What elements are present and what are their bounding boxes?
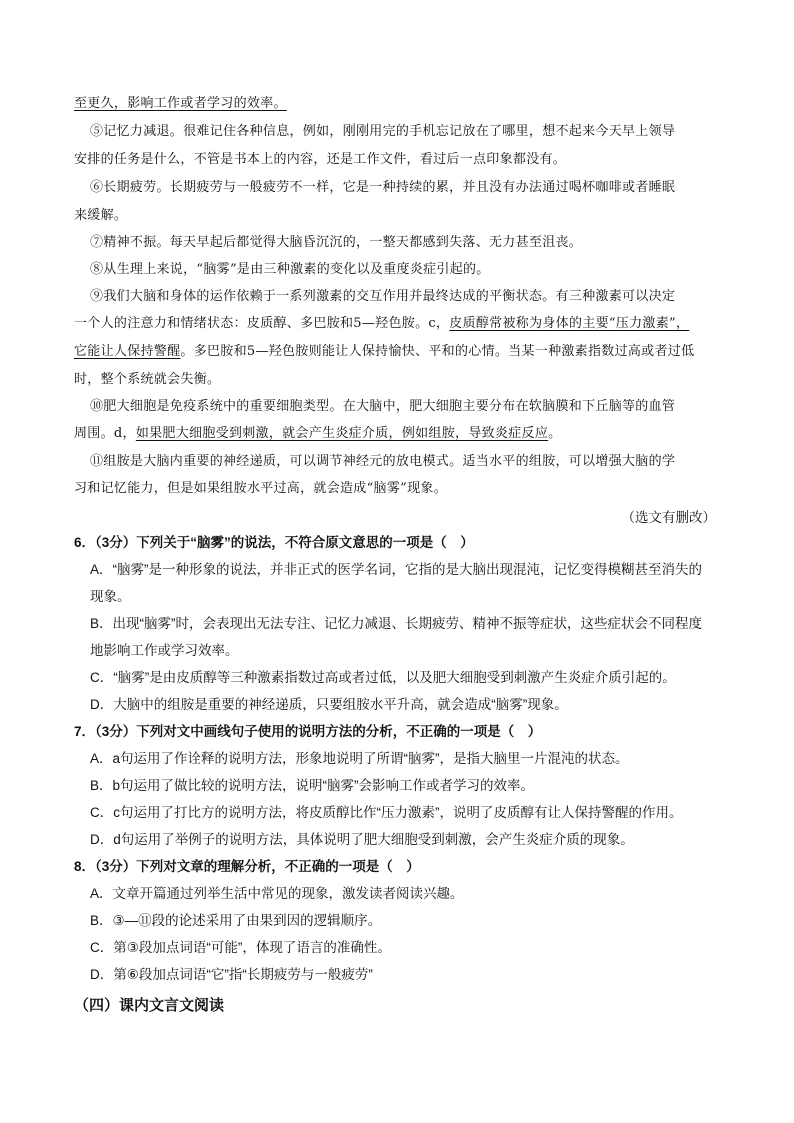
underlined-sentence-c: 皮质醇常被称为身体的主要“压力激素”，	[449, 316, 690, 331]
p9-line3-text: 。多巴胺和5—羟色胺则能让人保持愉快、平和的心情。当某一种激素指数过高或者过低	[180, 344, 695, 359]
p9-line2-text: 一个人的注意力和情绪状态：皮质醇、多巴胺和5—羟色胺。c，	[74, 316, 450, 331]
question-8-option-a: A．文章开篇通过列举生活中常见的现象，激发读者阅读兴趣。	[90, 886, 464, 901]
question-7-option-b: B．b句运用了做比较的说明方法，说明“脑雾”会影响工作或者学习的效率。	[90, 778, 535, 793]
question-7-stem: 7．（3分）下列对文中画线句子使用的说明方法的分析，不正确的一项是（ ）	[74, 724, 542, 739]
passage-p10-line2	[74, 424, 722, 444]
question-6-option-b-cont: 地影响工作或学习效率。	[90, 643, 239, 658]
passage-p10-line1: ⑩肥大细胞是免疫系统中的重要细胞类型。在大脑中，肥大细胞主要分布在软脑膜和下丘脑等的血管	[90, 399, 676, 414]
underlined-sentence-c-cont: 它能让人保持警醒	[74, 344, 181, 359]
question-7-option-d: D．d句运用了举例子的说明方法，具体说明了肥大细胞受到刺激，会产生炎症介质的现象。	[90, 832, 634, 847]
question-6-option-a-cont: 现象。	[90, 589, 131, 604]
section-heading: （四）课内文言文阅读	[74, 997, 225, 1014]
question-8-stem: 8．（3分）下列对文章的理解分析，不正确的一项是（ ）	[74, 859, 420, 874]
question-7-option-c: C．c句运用了打比方的说明方法，将皮质醇比作“压力激素”，说明了皮质醇有让人保持警醒的作用。	[90, 805, 683, 820]
passage-p4-tail	[74, 94, 722, 114]
passage-p6-line1: ⑥长期疲劳。长期疲劳与一般疲劳不一样，它是一种持续的累，并且没有办法通过喝杯咖啡或者睡眠	[90, 180, 676, 195]
question-8-option-b: B．③—⑪段的论述采用了由果到因的逻辑顺序。	[90, 913, 382, 928]
passage-p11-line2: 习和记忆能力，但是如果组胺水平过高，就会造成“脑雾”现象。	[74, 481, 447, 496]
question-6-option-b: B．出现“脑雾”时，会表现出无法专注、记忆力减退、长期疲劳、精神不振等症状，这些症状会不同程度	[90, 616, 702, 631]
passage-p5-line2: 安排的任务是什么，不管是书本上的内容，还是工作文件，看过后一点印象都没有。	[74, 152, 567, 167]
passage-p9-line2	[74, 314, 722, 334]
question-8-option-d: D．第⑥段加点词语“它”指“长期疲劳与一般疲劳”	[90, 967, 373, 982]
passage-p9-line1: ⑨我们大脑和身体的运作依赖于一系列激素的交互作用并最终达成的平衡状态。有三种激素可以决定	[90, 289, 676, 304]
p10-line2-end: 。	[548, 426, 562, 441]
passage-p6-line2: 来缓解。	[74, 208, 128, 223]
underlined-sentence-b: 至更久，影响工作或者学习的效率。	[74, 96, 287, 111]
question-6-stem: 6．（3分）下列关于“脑雾”的说法，不符合原文意思的一项是（ ）	[74, 535, 474, 550]
passage-p8: ⑧从生理上来说，“脑雾”是由三种激素的变化以及重度炎症引起的。	[90, 262, 490, 277]
passage-p9-line4: 时，整个系统就会失衡。	[74, 372, 221, 387]
passage-p5-line1: ⑤记忆力减退。很难记住各种信息，例如，刚刚用完的手机忘记放在了哪里，想不起来今天早上领导	[90, 124, 676, 139]
passage-p11-line1: ⑪组胺是大脑内重要的神经递质，可以调节神经元的放电模式。适当水平的组胺，可以增强大脑的学	[90, 454, 676, 469]
underlined-sentence-d: 如果肥大细胞受到刺激，就会产生炎症介质，例如组胺，导致炎症反应	[135, 426, 549, 441]
passage-p9-line3	[74, 342, 722, 362]
question-6-option-d: D．大脑中的组胺是重要的神经递质，只要组胺水平升高，就会造成“脑雾”现象。	[90, 697, 568, 712]
passage-source-note: （选文有删改）	[621, 510, 716, 525]
passage-p7: ⑦精神不振。每天早起后都觉得大脑昏沉沉的，一整天都感到失落、无力甚至沮丧。	[90, 235, 583, 250]
p10-line2-text: 周围。d，	[74, 426, 136, 441]
question-8-option-c: C．第③段加点词语“可能”，体现了语言的准确性。	[90, 940, 391, 955]
question-6-option-c: C．“脑雾”是由皮质醇等三种激素指数过高或者过低，以及肥大细胞受到刺激产生炎症介质引起的。	[90, 670, 676, 685]
question-6-option-a: A．“脑雾”是一种形象的说法，并非正式的医学名词，它指的是大脑出现混沌，记忆变得模糊甚至消失的	[90, 562, 702, 577]
question-7-option-a: A．a句运用了作诠释的说明方法，形象地说明了所谓“脑雾”，是指大脑里一片混沌的状态。	[90, 751, 629, 766]
